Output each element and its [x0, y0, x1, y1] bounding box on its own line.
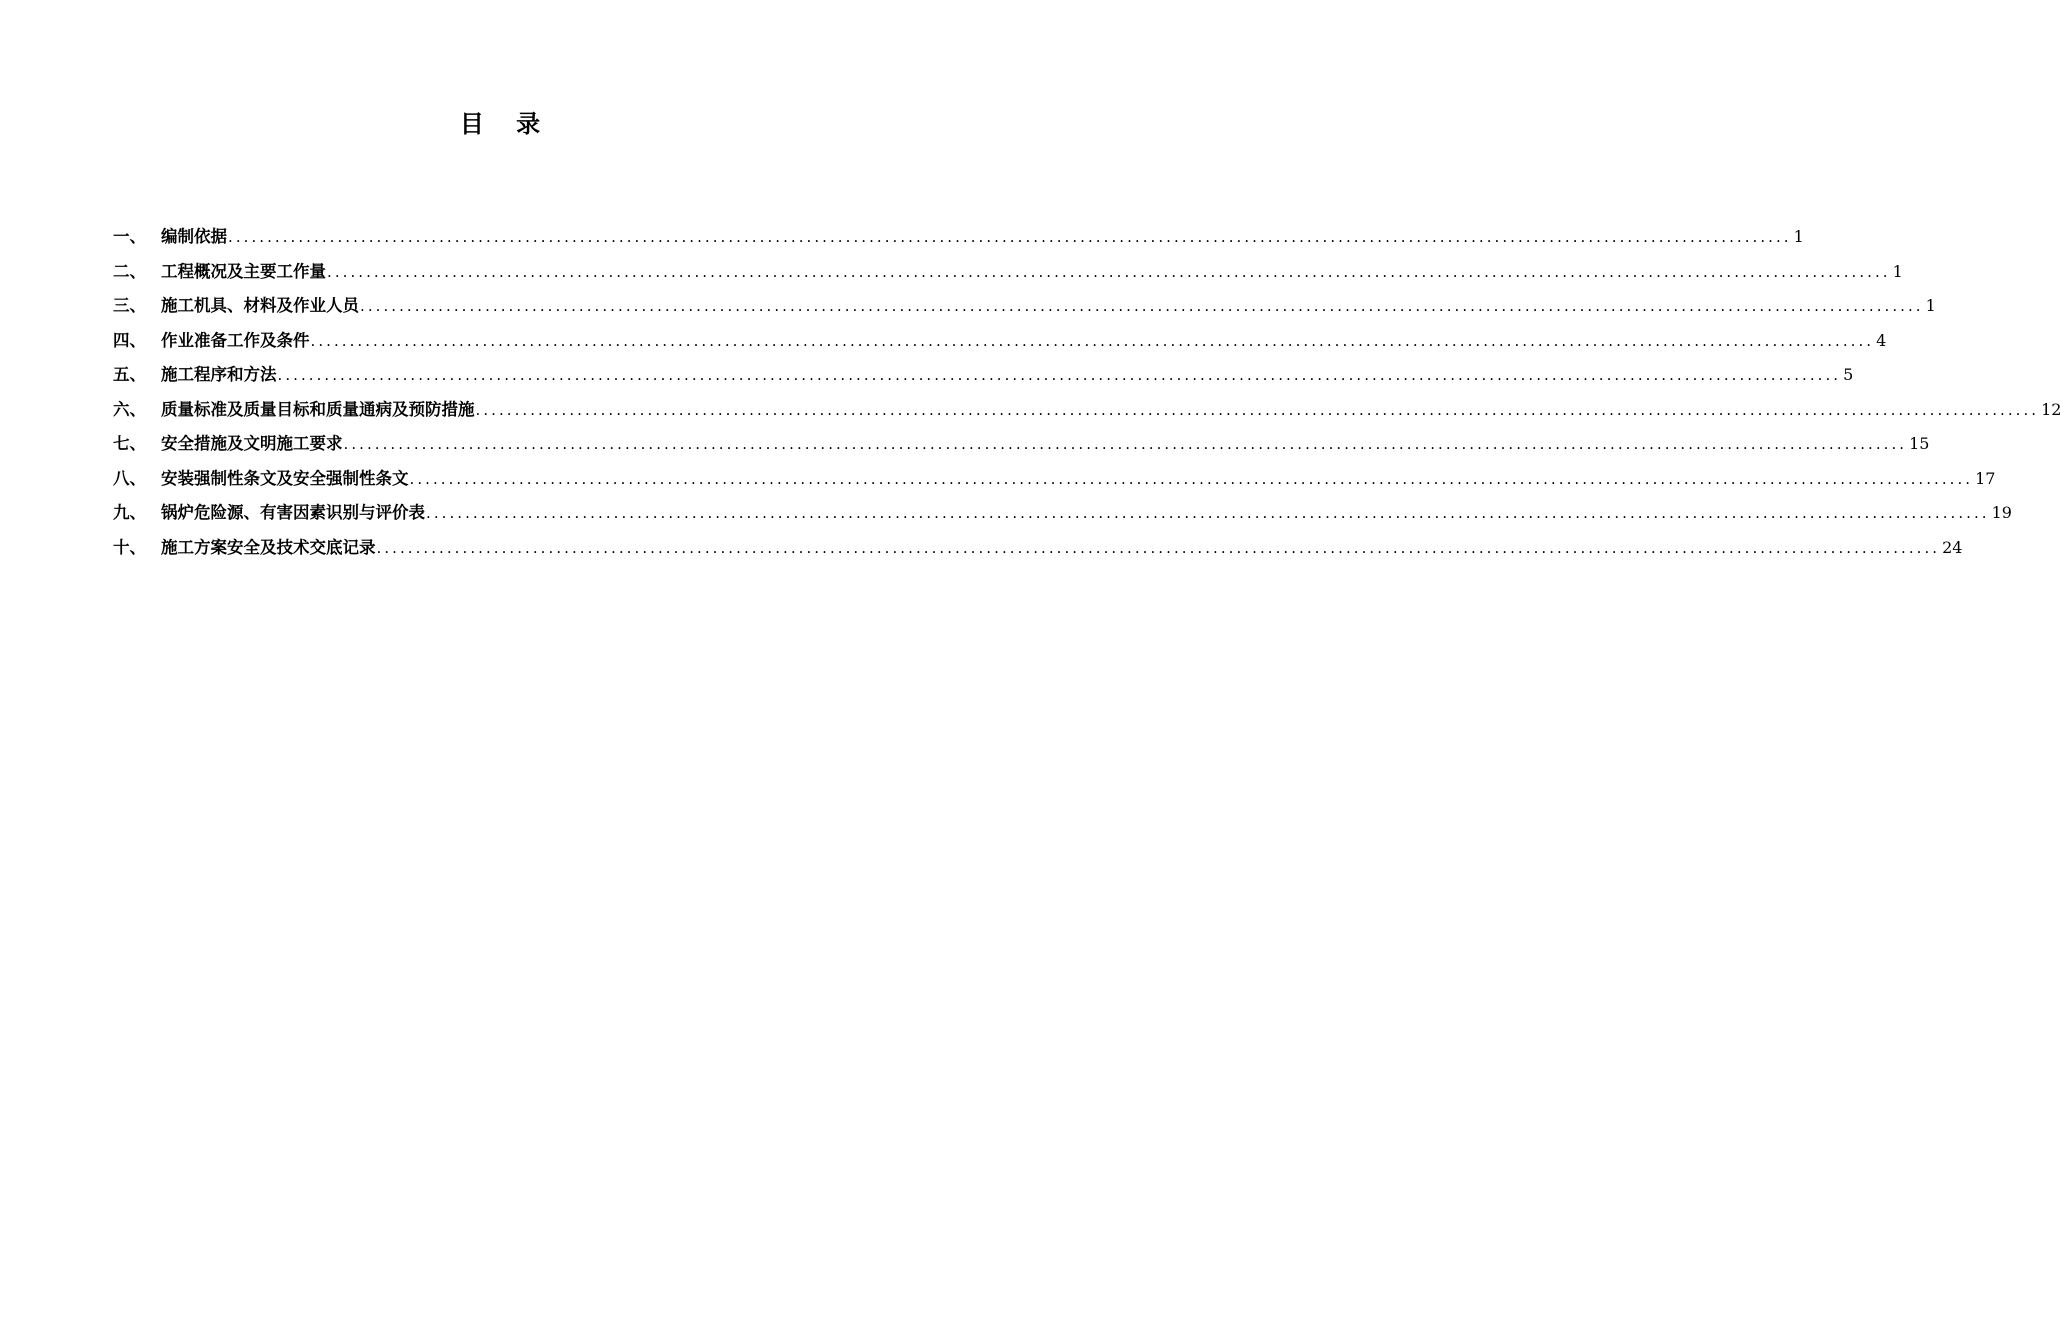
toc-dot-leader: ........................................................................................................................................................................................................	[475, 400, 2040, 419]
toc-entry-page: 19	[1991, 503, 2012, 522]
toc-entry-page: 15	[1909, 434, 1930, 453]
toc-dot-leader: ........................................................................................................................................................................................................	[310, 331, 1875, 350]
toc-entry-page: 12	[2041, 399, 2061, 419]
toc-dot-leader: ........................................................................................................................................................................................................	[376, 538, 1941, 557]
toc-entry-number: 四、	[113, 330, 146, 350]
toc-dot-leader: ........................................................................................................................................................................................................	[228, 228, 1792, 246]
toc-dot-leader: ........................................................................................................................................................................................................	[343, 435, 1908, 453]
toc-entry[interactable]	[113, 496, 2012, 531]
toc-entry-text: 安全措施及文明施工要求	[161, 434, 343, 453]
toc-dot-leader: ........................................................................................................................................................................................................	[360, 297, 1924, 315]
toc-entry-page: 5	[1843, 365, 1854, 384]
toc-entry-number: 九、	[113, 503, 146, 522]
toc-entry[interactable]	[113, 289, 1936, 324]
toc-entry[interactable]	[113, 255, 1903, 290]
toc-entry-number: 七、	[113, 434, 146, 453]
toc-entry[interactable]	[113, 358, 1854, 393]
toc-entry-number: 三、	[113, 296, 146, 315]
toc-entry[interactable]	[113, 427, 1930, 462]
toc-entry-page: 1	[1925, 296, 1936, 315]
toc-entry[interactable]	[113, 324, 1887, 359]
toc-dot-leader: ........................................................................................................................................................................................................	[409, 469, 1974, 488]
toc-entry-page: 1	[1892, 261, 1903, 281]
toc-entry-number: 十、	[113, 537, 146, 557]
toc-entry-number: 五、	[113, 365, 146, 384]
toc-entry-number: 二、	[113, 261, 146, 281]
toc-dot-leader: ........................................................................................................................................................................................................	[327, 262, 1891, 281]
toc-entry-text: 施工机具、材料及作业人员	[161, 296, 359, 315]
toc-entry-number: 八、	[113, 468, 146, 488]
toc-entry-text: 作业准备工作及条件	[161, 330, 310, 350]
toc-dot-leader: ........................................................................................................................................................................................................	[426, 504, 1990, 522]
toc-entry-text: 编制依据	[161, 227, 227, 246]
toc-list	[113, 220, 2061, 565]
toc-title: 目 录	[459, 110, 553, 138]
toc-entry-text: 安装强制性条文及安全强制性条文	[161, 468, 409, 488]
toc-entry-page: 17	[1975, 468, 1996, 488]
toc-entry[interactable]	[113, 393, 2061, 428]
toc-dot-leader: ........................................................................................................................................................................................................	[277, 366, 1842, 384]
toc-entry-text: 施工方案安全及技术交底记录	[161, 537, 376, 557]
toc-entry-page: 1	[1793, 227, 1804, 246]
toc-entry-text: 施工程序和方法	[161, 365, 277, 384]
toc-entry-page: 4	[1876, 330, 1887, 350]
toc-entry[interactable]	[113, 462, 1996, 497]
toc-entry-text: 质量标准及质量目标和质量通病及预防措施	[161, 399, 475, 419]
toc-entry-page: 24	[1942, 537, 1963, 557]
toc-entry[interactable]	[113, 220, 1804, 255]
toc-entry-number: 六、	[113, 399, 146, 419]
toc-entry-text: 工程概况及主要工作量	[161, 261, 326, 281]
toc-entry-text: 锅炉危险源、有害因素识别与评价表	[161, 503, 425, 522]
toc-entry-number: 一、	[113, 227, 146, 246]
toc-entry[interactable]	[113, 531, 1963, 566]
